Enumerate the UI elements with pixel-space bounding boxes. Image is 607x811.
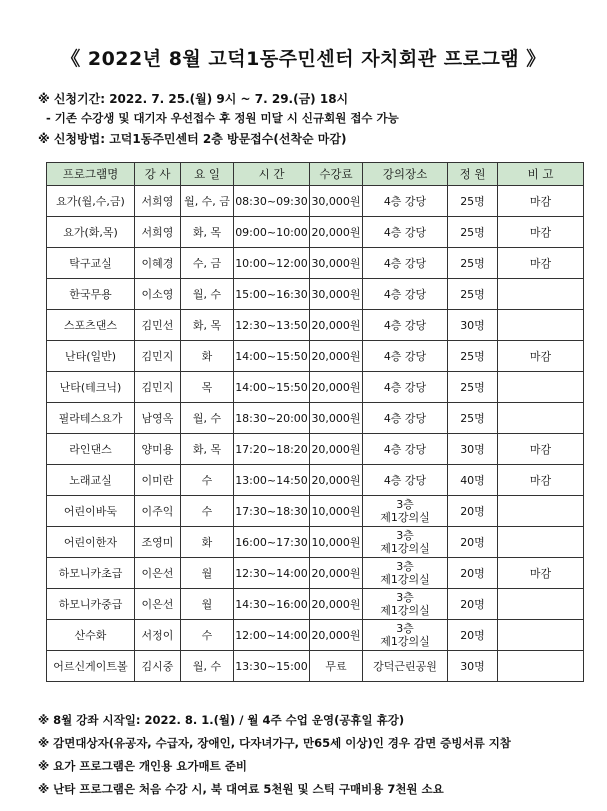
cell-program-name: 산수화 xyxy=(47,620,135,651)
cell-fee: 20,000원 xyxy=(310,620,363,651)
cell-teacher: 양미용 xyxy=(135,434,181,465)
location-line-1: 3층 xyxy=(396,622,414,635)
cell-teacher: 이은선 xyxy=(135,558,181,589)
cell-location xyxy=(363,651,448,682)
cell-note xyxy=(498,403,584,434)
cell-note: 마감 xyxy=(498,465,584,496)
cell-days: 화 xyxy=(181,341,234,372)
location-line-1: 4층 강당 xyxy=(383,257,427,270)
cell-fee: 20,000원 xyxy=(310,341,363,372)
cell-days: 화, 목 xyxy=(181,217,234,248)
cell-capacity: 30명 xyxy=(448,310,498,341)
cell-capacity: 25명 xyxy=(448,341,498,372)
location-line-2: 제1강의실 xyxy=(380,635,430,648)
header-teacher: 강 사 xyxy=(135,163,181,186)
cell-fee: 20,000원 xyxy=(310,217,363,248)
cell-capacity: 25명 xyxy=(448,372,498,403)
cell-days: 목 xyxy=(181,372,234,403)
header-note: 비 고 xyxy=(498,163,584,186)
cell-teacher: 이은선 xyxy=(135,589,181,620)
cell-days: 수, 금 xyxy=(181,248,234,279)
program-table xyxy=(46,162,584,682)
cell-capacity: 25명 xyxy=(448,403,498,434)
cell-location xyxy=(363,620,448,651)
cell-program-name: 노래교실 xyxy=(47,465,135,496)
cell-program-name: 하모니카초급 xyxy=(47,558,135,589)
cell-fee: 20,000원 xyxy=(310,558,363,589)
cell-program-name: 난타(테크닉) xyxy=(47,372,135,403)
note-yoga-mat: ※ 요가 프로그램은 개인용 요가매트 준비 xyxy=(38,759,247,773)
cell-fee: 20,000원 xyxy=(310,372,363,403)
note-start-date: ※ 8월 강좌 시작일: 2022. 8. 1.(월) / 월 4주 수업 운영(공휴일 휴강) xyxy=(38,713,405,727)
table-row xyxy=(47,372,584,403)
cell-location xyxy=(363,372,448,403)
cell-time: 13:30~15:00 xyxy=(234,651,310,682)
cell-capacity: 30명 xyxy=(448,434,498,465)
table-row xyxy=(47,527,584,558)
cell-fee: 20,000원 xyxy=(310,465,363,496)
table-row xyxy=(47,465,584,496)
cell-days: 월, 수 xyxy=(181,279,234,310)
cell-time: 15:00~16:30 xyxy=(234,279,310,310)
cell-capacity: 20명 xyxy=(448,496,498,527)
cell-note xyxy=(498,372,584,403)
location-line-1: 4층 강당 xyxy=(383,443,427,456)
cell-location xyxy=(363,527,448,558)
application-period-note: - 기존 수강생 및 대기자 우선접수 후 정원 미달 시 신규회원 접수 가능 xyxy=(46,111,399,125)
location-line-1: 3층 xyxy=(396,560,414,573)
cell-days: 수 xyxy=(181,620,234,651)
table-row xyxy=(47,496,584,527)
cell-note xyxy=(498,310,584,341)
cell-program-name: 어르신게이트볼 xyxy=(47,651,135,682)
cell-time: 08:30~09:30 xyxy=(234,186,310,217)
cell-teacher: 김시중 xyxy=(135,651,181,682)
cell-location xyxy=(363,248,448,279)
cell-time: 14:30~16:00 xyxy=(234,589,310,620)
cell-location xyxy=(363,186,448,217)
cell-note xyxy=(498,496,584,527)
table-row xyxy=(47,248,584,279)
cell-teacher: 이미란 xyxy=(135,465,181,496)
location-line-1: 4층 강당 xyxy=(383,288,427,301)
cell-capacity: 20명 xyxy=(448,558,498,589)
cell-teacher: 이소영 xyxy=(135,279,181,310)
cell-location xyxy=(363,558,448,589)
cell-days: 월 xyxy=(181,589,234,620)
cell-fee: 무료 xyxy=(310,651,363,682)
cell-teacher: 김민지 xyxy=(135,372,181,403)
cell-fee: 20,000원 xyxy=(310,434,363,465)
cell-time: 16:00~17:30 xyxy=(234,527,310,558)
cell-program-name: 필라테스요가 xyxy=(47,403,135,434)
cell-note xyxy=(498,620,584,651)
cell-program-name: 어린이한자 xyxy=(47,527,135,558)
cell-note xyxy=(498,279,584,310)
cell-note: 마감 xyxy=(498,341,584,372)
location-line-1: 4층 강당 xyxy=(383,195,427,208)
cell-location xyxy=(363,217,448,248)
page-title: 《 2022년 8월 고덕1동주민센터 자치회관 프로그램 》 xyxy=(61,48,546,70)
header-capacity: 정 원 xyxy=(448,163,498,186)
cell-days: 월, 수 xyxy=(181,651,234,682)
cell-note: 마감 xyxy=(498,558,584,589)
cell-capacity: 20명 xyxy=(448,589,498,620)
application-method: ※ 신청방법: 고덕1동주민센터 2층 방문접수(선착순 마감) xyxy=(38,132,347,146)
cell-fee: 30,000원 xyxy=(310,186,363,217)
cell-days: 화 xyxy=(181,527,234,558)
cell-fee: 30,000원 xyxy=(310,248,363,279)
cell-capacity: 25명 xyxy=(448,217,498,248)
table-row xyxy=(47,620,584,651)
cell-capacity: 25명 xyxy=(448,248,498,279)
location-line-1: 강덕근린공원 xyxy=(373,660,437,673)
cell-note: 마감 xyxy=(498,434,584,465)
cell-days: 수 xyxy=(181,496,234,527)
cell-teacher: 서희영 xyxy=(135,186,181,217)
cell-time: 18:30~20:00 xyxy=(234,403,310,434)
cell-note xyxy=(498,527,584,558)
cell-program-name: 난타(일반) xyxy=(47,341,135,372)
cell-location xyxy=(363,434,448,465)
cell-time: 12:30~13:50 xyxy=(234,310,310,341)
cell-teacher: 조영미 xyxy=(135,527,181,558)
location-line-1: 3층 xyxy=(396,498,414,511)
table-row xyxy=(47,651,584,682)
cell-program-name: 요가(화,목) xyxy=(47,217,135,248)
cell-note: 마감 xyxy=(498,248,584,279)
cell-time: 14:00~15:50 xyxy=(234,372,310,403)
location-line-1: 4층 강당 xyxy=(383,381,427,394)
header-time: 시 간 xyxy=(234,163,310,186)
cell-days: 화, 목 xyxy=(181,310,234,341)
header-days: 요 일 xyxy=(181,163,234,186)
cell-note xyxy=(498,589,584,620)
cell-days: 월 xyxy=(181,558,234,589)
location-line-2: 제1강의실 xyxy=(380,604,430,617)
header-program-name: 프로그램명 xyxy=(47,163,135,186)
table-row xyxy=(47,558,584,589)
cell-teacher: 김민지 xyxy=(135,341,181,372)
cell-capacity: 40명 xyxy=(448,465,498,496)
location-line-1: 4층 강당 xyxy=(383,474,427,487)
cell-fee: 30,000원 xyxy=(310,403,363,434)
table-row xyxy=(47,217,584,248)
cell-capacity: 20명 xyxy=(448,620,498,651)
cell-time: 12:00~14:00 xyxy=(234,620,310,651)
cell-location xyxy=(363,589,448,620)
location-line-2: 제1강의실 xyxy=(380,542,430,555)
location-line-1: 4층 강당 xyxy=(383,319,427,332)
cell-teacher: 서정이 xyxy=(135,620,181,651)
location-line-1: 4층 강당 xyxy=(383,350,427,363)
application-period: ※ 신청기간: 2022. 7. 25.(월) 9시 ~ 7. 29.(금) 18시 xyxy=(38,92,349,106)
cell-fee: 10,000원 xyxy=(310,496,363,527)
cell-note xyxy=(498,651,584,682)
cell-program-name: 탁구교실 xyxy=(47,248,135,279)
cell-program-name: 라인댄스 xyxy=(47,434,135,465)
cell-teacher: 서희영 xyxy=(135,217,181,248)
location-line-1: 4층 강당 xyxy=(383,412,427,425)
table-row xyxy=(47,589,584,620)
cell-location xyxy=(363,341,448,372)
cell-location xyxy=(363,279,448,310)
cell-teacher: 김민선 xyxy=(135,310,181,341)
cell-program-name: 하모니카중급 xyxy=(47,589,135,620)
cell-time: 10:00~12:00 xyxy=(234,248,310,279)
table-row xyxy=(47,186,584,217)
cell-location xyxy=(363,310,448,341)
cell-fee: 30,000원 xyxy=(310,279,363,310)
cell-location xyxy=(363,465,448,496)
table-row xyxy=(47,279,584,310)
location-line-1: 3층 xyxy=(396,591,414,604)
cell-location xyxy=(363,403,448,434)
location-line-2: 제1강의실 xyxy=(380,573,430,586)
cell-days: 화, 목 xyxy=(181,434,234,465)
note-nanta-cost: ※ 난타 프로그램은 처음 수강 시, 북 대여료 5천원 및 스틱 구매비용 7천원 소요 xyxy=(38,782,444,796)
cell-time: 14:00~15:50 xyxy=(234,341,310,372)
location-line-2: 제1강의실 xyxy=(380,511,430,524)
table-row xyxy=(47,310,584,341)
cell-capacity: 25명 xyxy=(448,279,498,310)
cell-time: 09:00~10:00 xyxy=(234,217,310,248)
note-discount: ※ 감면대상자(유공자, 수급자, 장애인, 다자녀가구, 만65세 이상)인 경우 감면 증빙서류 지참 xyxy=(38,736,511,750)
cell-days: 수 xyxy=(181,465,234,496)
cell-note: 마감 xyxy=(498,186,584,217)
location-line-1: 3층 xyxy=(396,529,414,542)
table-row xyxy=(47,434,584,465)
table-row xyxy=(47,403,584,434)
cell-program-name: 요가(월,수,금) xyxy=(47,186,135,217)
cell-capacity: 20명 xyxy=(448,527,498,558)
cell-time: 12:30~14:00 xyxy=(234,558,310,589)
cell-fee: 20,000원 xyxy=(310,589,363,620)
cell-location xyxy=(363,496,448,527)
cell-fee: 10,000원 xyxy=(310,527,363,558)
cell-fee: 20,000원 xyxy=(310,310,363,341)
location-line-1: 4층 강당 xyxy=(383,226,427,239)
cell-capacity: 30명 xyxy=(448,651,498,682)
cell-teacher: 이혜경 xyxy=(135,248,181,279)
cell-time: 17:20~18:20 xyxy=(234,434,310,465)
table-header-row xyxy=(47,163,584,186)
cell-capacity: 25명 xyxy=(448,186,498,217)
cell-days: 월, 수 xyxy=(181,403,234,434)
cell-time: 13:00~14:50 xyxy=(234,465,310,496)
cell-days: 월, 수, 금 xyxy=(181,186,234,217)
cell-time: 17:30~18:30 xyxy=(234,496,310,527)
cell-note: 마감 xyxy=(498,217,584,248)
header-fee: 수강료 xyxy=(310,163,363,186)
cell-teacher: 이주익 xyxy=(135,496,181,527)
cell-teacher: 남영옥 xyxy=(135,403,181,434)
cell-program-name: 스포츠댄스 xyxy=(47,310,135,341)
cell-program-name: 한국무용 xyxy=(47,279,135,310)
table-row xyxy=(47,341,584,372)
cell-program-name: 어린이바둑 xyxy=(47,496,135,527)
header-location: 강의장소 xyxy=(363,163,448,186)
